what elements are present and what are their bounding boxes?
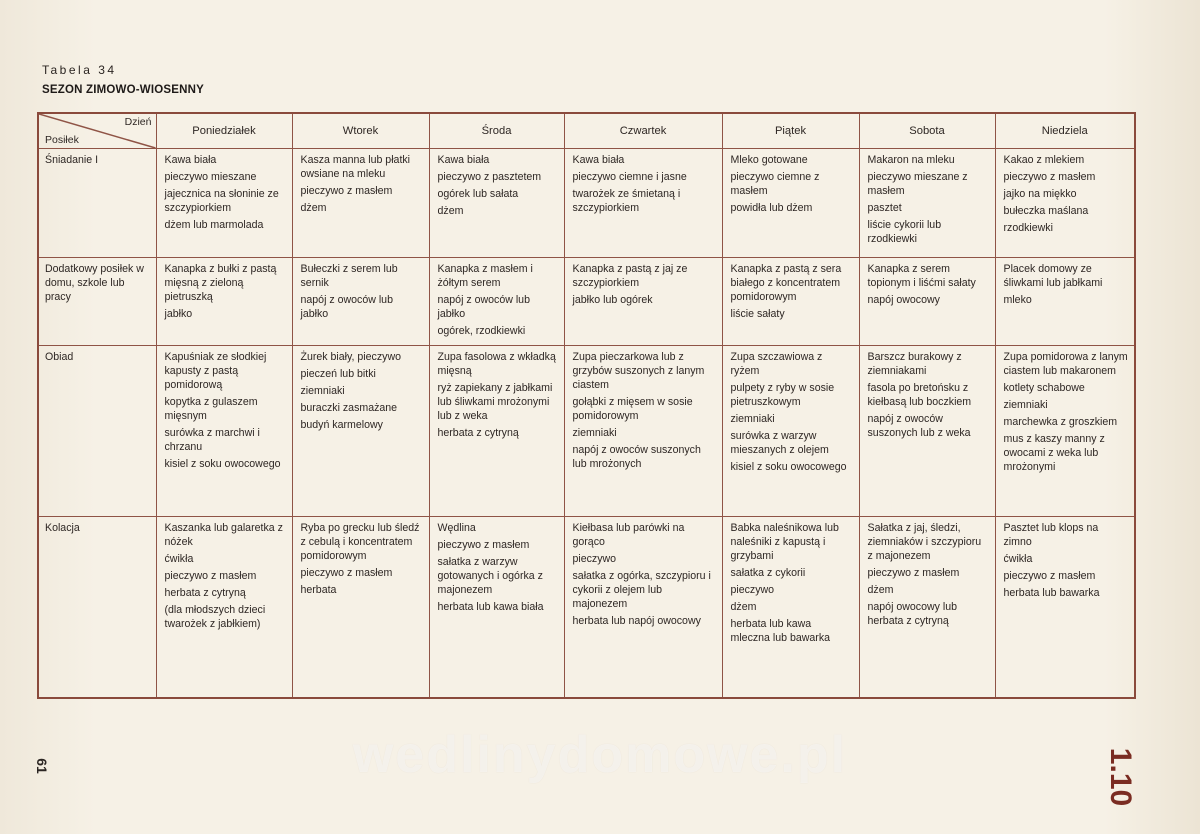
menu-body [38, 149, 1135, 699]
menu-item: dżem [300, 202, 327, 214]
menu-item: Babka naleśnikowa lub naleśniki z kapustą i grzybami [730, 522, 839, 563]
menu-item: kisiel z soku owocowego [730, 461, 847, 474]
menu-item: Kanapka z pastą z jaj ze szczypiorkiem [572, 262, 688, 289]
chapter-number: 1.10 [1104, 747, 1137, 807]
menu-item: Kawa biała [437, 154, 490, 166]
menu-item: Pasztet lub klops na zimno [1003, 522, 1099, 549]
corner-meal-label: Posiłek [45, 134, 79, 146]
menu-item: ryż zapiekany z jabłkami lub śliwkami mrożonymi lub z weka [437, 382, 553, 423]
menu-cell-sunday [995, 517, 1135, 698]
menu-item: napój owocowy lub herbata z cytryną [867, 601, 958, 628]
menu-cell-wednesday [429, 346, 564, 517]
menu-item: pulpety z ryby w sosie pietruszkowym [730, 382, 835, 409]
menu-cell-tuesday [292, 346, 429, 517]
menu-item: dżem [437, 205, 464, 217]
menu-item: marchewka z groszkiem [1003, 416, 1118, 429]
menu-item: rzodkiewki [1003, 222, 1053, 234]
corner-day-label: Dzień [124, 116, 152, 128]
menu-cell-wednesday [429, 149, 564, 258]
menu-cell-saturday [859, 517, 995, 698]
menu-cell-monday [156, 346, 292, 517]
menu-item: dżem lub marmolada [164, 219, 264, 231]
menu-item: Kakao z mlekiem [1003, 154, 1085, 166]
menu-item: napój owocowy [867, 293, 940, 306]
menu-item: surówka z marchwi i chrzanu [164, 427, 260, 454]
menu-item: herbata z cytryną [437, 427, 519, 440]
menu-item: Mleko gotowane [730, 154, 808, 166]
menu-item: jajecznica na słoninie ze szczypiorkiem [164, 188, 279, 214]
meal-label: Kolacja [38, 517, 156, 698]
menu-cell-friday [722, 517, 859, 698]
menu-item: Kanapka z pastą z sera białego z koncentratem pomidorowym [730, 262, 842, 303]
menu-item: ćwikła [164, 553, 194, 566]
menu-item: pasztet [867, 202, 902, 214]
meal-row [38, 517, 1135, 698]
day-header-saturday: Sobota [859, 113, 995, 149]
menu-item: pieczywo [572, 553, 617, 566]
menu-item: twarożek ze śmietaną i szczypiorkiem [572, 188, 681, 214]
menu-item: surówka z warzyw mieszanych z olejem [730, 430, 829, 457]
menu-item: napój z owoców lub jabłko [300, 293, 393, 320]
corner-cell [38, 113, 156, 149]
menu-cell-thursday [564, 149, 722, 258]
menu-item: fasola po bretońsku z kiełbasą lub boczkiem [867, 382, 972, 409]
menu-cell-saturday [859, 346, 995, 517]
menu-item: Kasza manna lub płatki owsiane na mleku [300, 154, 411, 180]
menu-item: Zupa pomidorowa z lanym ciastem lub makaronem [1003, 351, 1128, 378]
menu-item: herbata z cytryną [164, 587, 246, 600]
menu-item: Bułeczki z serem lub sernik [300, 262, 398, 289]
menu-cell-tuesday [292, 257, 429, 346]
menu-item: powidła lub dżem [730, 202, 813, 214]
menu-item: Kawa biała [572, 154, 625, 166]
menu-item: Kanapka z serem topionym i liśćmi sałaty [867, 262, 976, 289]
menu-item: liście sałaty [730, 307, 785, 320]
menu-cell-wednesday [429, 257, 564, 346]
menu-item: pieczywo z pasztetem [437, 171, 542, 183]
menu-item: pieczywo ciemne z masłem [730, 171, 820, 197]
menu-item: Zupa szczawiowa z ryżem [730, 351, 823, 378]
menu-item: ziemniaki [572, 427, 617, 440]
menu-item: sałatka z cykorii [730, 567, 806, 580]
menu-cell-sunday [995, 257, 1135, 346]
meal-row [38, 149, 1135, 258]
menu-item: herbata lub bawarka [1003, 587, 1100, 600]
menu-cell-thursday [564, 517, 722, 698]
menu-item: dżem [730, 601, 757, 614]
menu-item: pieczywo z masłem [164, 570, 257, 583]
menu-item: Kanapka z masłem i żółtym serem [437, 262, 533, 289]
menu-item: pieczywo z masłem [1003, 570, 1096, 583]
menu-item: Placek domowy ze śliwkami lub jabłkami [1003, 262, 1103, 289]
menu-item: ziemniaki [300, 385, 345, 398]
menu-item: pieczywo z masłem [867, 567, 960, 580]
menu-item: Kawa biała [164, 154, 217, 166]
menu-cell-thursday [564, 257, 722, 346]
menu-item: kotlety schabowe [1003, 382, 1085, 395]
menu-cell-monday [156, 257, 292, 346]
meal-row [38, 346, 1135, 517]
menu-item: napój z owoców suszonych lub z weka [867, 413, 971, 440]
menu-item: mus z kaszy manny z owocami z weka lub mrożonymi [1003, 433, 1105, 474]
menu-item: sałatka z ogórka, szczypioru i cykorii z olejem lub majonezem [572, 570, 711, 611]
menu-cell-wednesday [429, 517, 564, 698]
menu-item: Sałatka z jaj, śledzi, ziemniaków i szczypioru z majonezem [867, 522, 982, 563]
menu-item: buraczki zasmażane [300, 402, 398, 415]
menu-item: jajko na miękko [1003, 188, 1077, 200]
menu-cell-tuesday [292, 149, 429, 258]
menu-item: Ryba po grecku lub śledź z cebulą i koncentratem pomidorowym [300, 522, 420, 563]
menu-item: ziemniaki [1003, 399, 1048, 412]
menu-cell-sunday [995, 346, 1135, 517]
season-title: SEZON ZIMOWO-WIOSENNY [42, 84, 204, 96]
menu-cell-friday [722, 257, 859, 346]
menu-cell-thursday [564, 346, 722, 517]
menu-cell-tuesday [292, 517, 429, 698]
meal-row [38, 257, 1135, 346]
menu-item: Kiełbasa lub parówki na gorąco [572, 522, 685, 549]
menu-item: budyń karmelowy [300, 419, 383, 432]
menu-cell-saturday [859, 149, 995, 258]
menu-item: pieczywo ciemne i jasne [572, 171, 687, 183]
menu-cell-saturday [859, 257, 995, 346]
menu-item: herbata [300, 584, 337, 597]
menu-cell-friday [722, 149, 859, 258]
menu-cell-monday [156, 149, 292, 258]
day-header-friday: Piątek [722, 113, 859, 149]
menu-item: ćwikła [1003, 553, 1033, 566]
menu-item: herbata lub napój owocowy [572, 615, 701, 628]
menu-item: pieczywo z masłem [300, 567, 393, 580]
day-header-monday: Poniedziałek [156, 113, 292, 149]
header-row [38, 113, 1135, 149]
day-header-thursday: Czwartek [564, 113, 722, 149]
menu-item: jabłko [164, 307, 193, 320]
menu-item: pieczywo z masłem [437, 539, 530, 552]
menu-item: herbata lub kawa biała [437, 601, 544, 614]
menu-item: Zupa pieczarkowa lub z grzybów suszonych z lanym ciastem [572, 351, 705, 392]
meal-label: Obiad [38, 346, 156, 517]
menu-item: Żurek biały, pieczywo [300, 351, 401, 364]
table-caption: Tabela 34 [42, 63, 117, 77]
menu-item: liście cykorii lub rzodkiewki [867, 219, 942, 245]
menu-item: Barszcz burakowy z ziemniakami [867, 351, 962, 378]
menu-item: Makaron na mleku [867, 154, 955, 166]
menu-item: ogórek lub sałata [437, 188, 519, 200]
menu-item: pieczywo [730, 584, 775, 597]
menu-item: Kaszanka lub galaretka z nóżek [164, 522, 283, 549]
menu-item: Kapuśniak ze słodkiej kapusty z pastą pomidorową [164, 351, 267, 392]
menu-cell-friday [722, 346, 859, 517]
menu-cell-sunday [995, 149, 1135, 258]
day-header-tuesday: Wtorek [292, 113, 429, 149]
menu-item: pieczywo mieszane [164, 171, 257, 183]
menu-item: mleko [1003, 293, 1032, 306]
menu-item: pieczywo z masłem [300, 185, 393, 197]
menu-item: herbata lub kawa mleczna lub bawarka [730, 618, 831, 645]
menu-item: gołąbki z mięsem w sosie pomidorowym [572, 396, 693, 423]
meal-label: Dodatkowy posiłek w domu, szkole lub pracy [38, 257, 156, 346]
menu-item: (dla młodszych dzieci twarożek z jabłkiem) [164, 604, 266, 631]
menu-item: napój z owoców suszonych lub mrożonych [572, 444, 701, 471]
menu-table [37, 112, 1136, 699]
menu-item: Kanapka z bułki z pastą mięsną z zieloną pietruszką [164, 262, 277, 303]
day-header-wednesday: Środa [429, 113, 564, 149]
menu-item: Zupa fasolowa z wkładką mięsną [437, 351, 556, 378]
menu-item: jabłko lub ogórek [572, 293, 653, 306]
menu-item: Wędlina [437, 522, 476, 535]
menu-item: pieczeń lub bitki [300, 368, 376, 381]
menu-item: dżem [867, 584, 894, 597]
day-header-sunday: Niedziela [995, 113, 1135, 149]
page-number: 61 [33, 758, 50, 774]
menu-item: pieczywo mieszane z masłem [867, 171, 968, 197]
menu-item: ogórek, rzodkiewki [437, 324, 526, 337]
menu-item: bułeczka maślana [1003, 205, 1089, 217]
menu-item: napój z owoców lub jabłko [437, 293, 530, 320]
menu-item: kopytka z gulaszem mięsnym [164, 396, 258, 423]
meal-label: Śniadanie I [38, 149, 156, 258]
menu-item: sałatka z warzyw gotowanych i ogórka z majonezem [437, 556, 543, 597]
watermark-text: wedlinydomowe.pl [352, 726, 848, 784]
menu-cell-monday [156, 517, 292, 698]
menu-item: ziemniaki [730, 413, 775, 426]
menu-item: kisiel z soku owocowego [164, 458, 281, 471]
menu-item: pieczywo z masłem [1003, 171, 1096, 183]
